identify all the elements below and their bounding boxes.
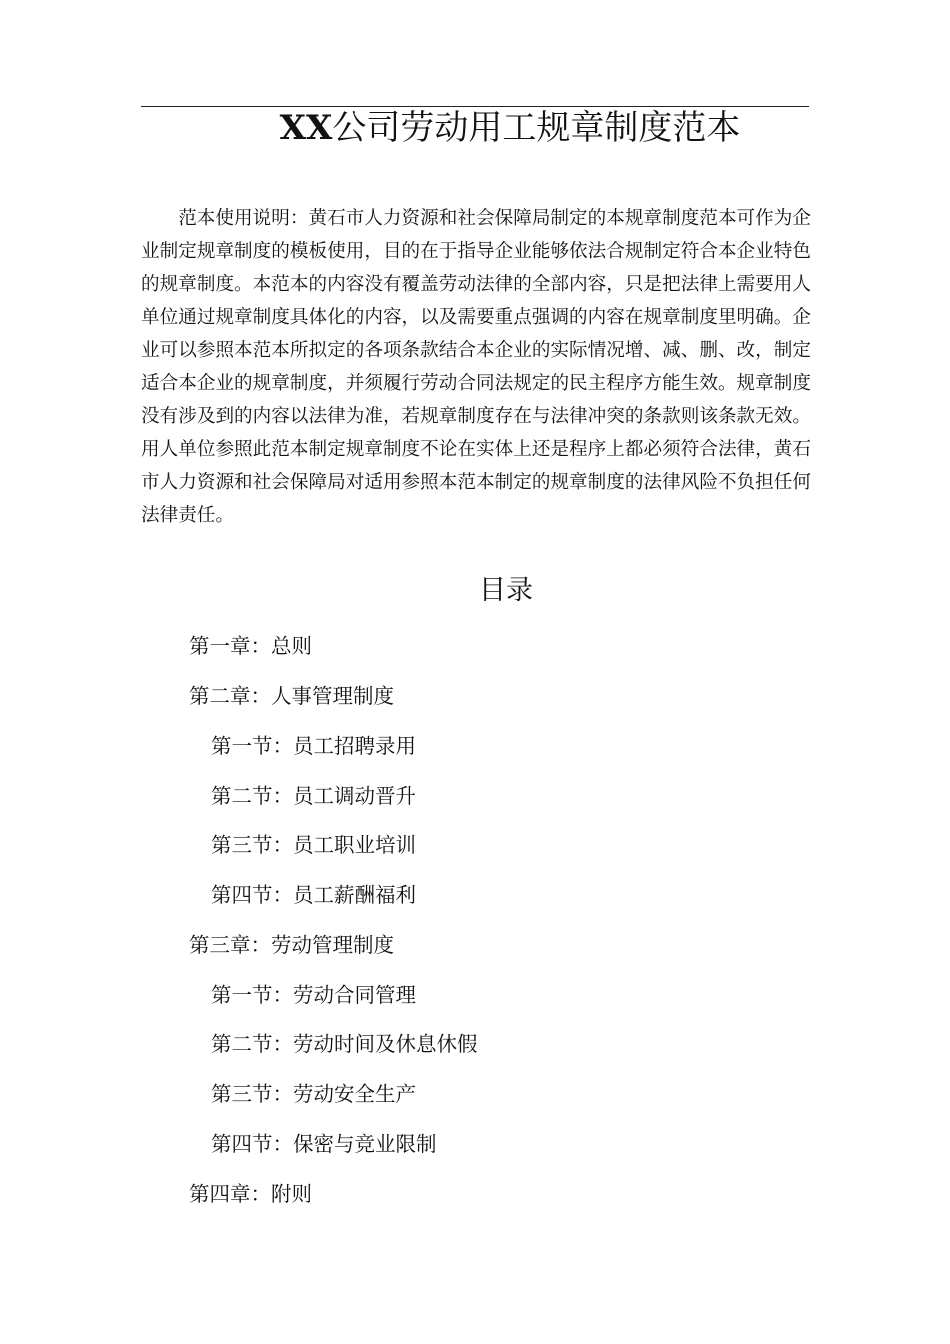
toc-item-chapter-4[interactable]: 第四章：附则 (189, 1182, 312, 1206)
toc-item-ch2-section-4[interactable]: 第四节：员工薪酬福利 (211, 883, 416, 907)
toc-item-chapter-2[interactable]: 第二章：人事管理制度 (189, 684, 394, 708)
document-title-text: XX公司劳动用工规章制度范本 (279, 108, 741, 148)
toc-item-ch3-section-4[interactable]: 第四节：保密与竞业限制 (211, 1132, 437, 1156)
toc-item-ch3-section-2[interactable]: 第二节：劳动时间及休息休假 (211, 1032, 478, 1056)
toc-item-chapter-1[interactable]: 第一章：总则 (189, 634, 312, 658)
usage-instructions-paragraph: 范本使用说明：黄石市人力资源和社会保障局制定的本规章制度范本可作为企业制定规章制度的模板使用，目的在于指导企业能够依法合规制定符合本企业特色的规章制度。本范本的内容没有覆盖劳动法律的全部内容，只是把法律上需要用人单位通过规章制度具体化的内容，以及需要重点强调的内容在规章制度里明确。企业可以参照本范本所拟定的各项条款结合本企业的实际情况增、减、删、改，制定适合本企业的规章制度，并须履行劳动合同法规定的民主程序方能生效。规章制度没有涉及到的内容以法律为准，若规章制度存在与法律冲突的条款则该条款无效。用人单位参照此范本制定规章制度不论在实体上还是程序上都必须符合法律，黄石市人力资源和社会保障局对适用参照本范本制定的规章制度的法律风险不负担任何法律责任。 (141, 208, 811, 526)
toc-item-ch2-section-2[interactable]: 第二节：员工调动晋升 (211, 784, 416, 808)
document-title (141, 104, 879, 152)
toc-item-ch2-section-3[interactable]: 第三节：员工职业培训 (211, 833, 416, 857)
toc-title: 目录 (479, 575, 533, 606)
toc-item-ch3-section-1[interactable]: 第一节：劳动合同管理 (211, 983, 416, 1007)
toc-item-ch2-section-1[interactable]: 第一节：员工招聘录用 (211, 734, 416, 758)
toc-item-ch3-section-3[interactable]: 第三节：劳动安全生产 (211, 1082, 416, 1106)
toc-item-chapter-3[interactable]: 第三章：劳动管理制度 (189, 933, 394, 957)
